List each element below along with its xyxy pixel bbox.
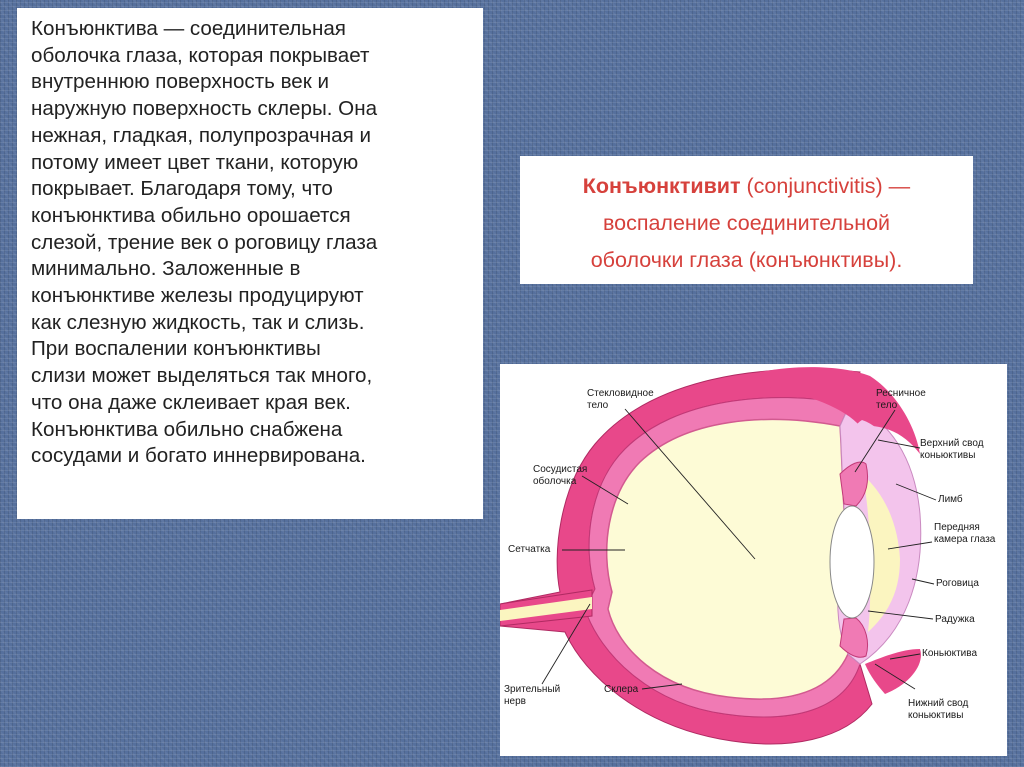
definition-latin: (conjunctivitis) — — [740, 174, 911, 198]
label-limbus: Лимб — [938, 494, 963, 505]
label-conjunctiva: Коньюктива — [922, 648, 978, 659]
label-vitreous-body: Стекловидное тело — [587, 388, 654, 411]
label-cornea: Роговица — [936, 578, 979, 589]
label-ciliary-body: Ресничное тело — [876, 388, 926, 411]
label-sclera: Склера — [604, 684, 639, 695]
label-optic-nerve: Зрительный нерв — [504, 684, 561, 707]
definition-text — [530, 168, 963, 279]
eye-diagram — [500, 364, 1007, 756]
description-panel — [17, 8, 483, 519]
label-anterior-chamber: Передняя камера глаза — [934, 522, 996, 545]
label-upper-fornix: Верхний свод коньюктивы — [920, 438, 984, 461]
label-lower-fornix: Нижний свод коньюктивы — [908, 698, 969, 721]
definition-line-3: оболочки глаза (конъюнктивы). — [590, 248, 903, 272]
lens — [830, 506, 874, 618]
label-iris: Радужка — [935, 614, 975, 625]
label-retina: Сетчатка — [508, 544, 551, 555]
description-text: Конъюнктива — соединительная оболочка глаза, которая покрывает внутреннюю поверхность век и наружную поверхность склеры. Она нежная, гладкая, полупрозрачная и потому имеет цвет ткани, которую покрывает. Благодаря тому, что конъюнктива обильно орошается слезой, трение век о роговицу глаза минимально. Заложенные в конъюнктиве железы продуцируют как слезную жидкость, так и слизь. При воспалении конъюнктивы слизи может выделяться так много, что она даже склеивает края век. Конъюнктива обильно снабжена сосудами и богато иннервирована. — [31, 17, 378, 468]
definition-term: Конъюнктивит — [582, 174, 741, 198]
definition-panel — [520, 156, 973, 284]
vitreous-body — [607, 419, 850, 699]
definition-line-2: воспаление соединительной — [602, 211, 891, 235]
label-choroid: Сосудистая оболочка — [533, 464, 588, 487]
